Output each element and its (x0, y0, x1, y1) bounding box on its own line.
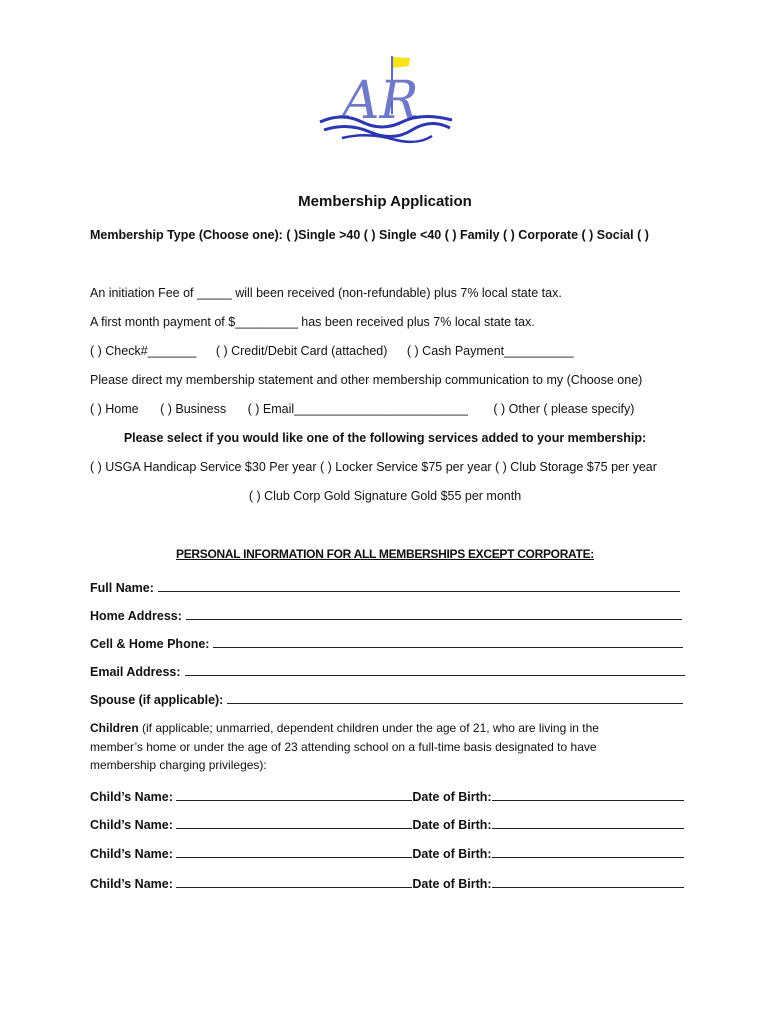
child-row-2[interactable] (90, 816, 684, 832)
dob-input[interactable] (492, 845, 684, 858)
full-name-field[interactable] (90, 579, 680, 595)
services-heading: Please select if you would like one of the following services added to your membership: (123, 431, 647, 445)
home-address-field[interactable] (90, 607, 682, 623)
dob-label: Date of Birth: (412, 847, 492, 861)
child-name-label: Child’s Name: (90, 818, 173, 832)
services-line-2[interactable]: ( ) Club Corp Gold Signature Gold $55 per month (248, 489, 522, 503)
other-option[interactable]: ( ) Other ( please specify) (493, 402, 635, 416)
spouse-field[interactable] (90, 691, 683, 707)
page-title: Membership Application (298, 193, 472, 210)
child-name-input[interactable] (176, 816, 412, 829)
business-option[interactable]: ( ) Business (160, 402, 227, 416)
child-row-3[interactable] (90, 845, 684, 861)
child-name-input[interactable] (176, 875, 412, 888)
child-row-1[interactable] (90, 788, 684, 804)
child-name-label: Child’s Name: (90, 877, 173, 891)
club-logo (312, 52, 462, 144)
full-name-label: Full Name: (90, 581, 154, 595)
logo-letters: AR (342, 71, 419, 131)
dob-input[interactable] (492, 788, 684, 801)
membership-type-line: Membership Type (Choose one): ( )Single >40 ( ) Single <40 ( ) Family ( ) Corporate ( ) Social ( ) (90, 228, 649, 242)
personal-info-heading: PERSONAL INFORMATION FOR ALL MEMBERSHIPS EXCEPT CORPORATE: (176, 547, 594, 561)
spouse-label: Spouse (if applicable): (90, 693, 224, 707)
direct-statement-line: Please direct my membership statement and other membership communication to my (Choose one) (90, 373, 643, 387)
dob-input[interactable] (492, 816, 684, 829)
children-description (90, 719, 650, 775)
contact-options (90, 402, 634, 416)
dob-label: Date of Birth: (412, 790, 492, 804)
dob-label: Date of Birth: (412, 877, 492, 891)
check-option[interactable]: ( ) Check#_______ (90, 344, 197, 358)
services-line-1[interactable]: ( ) USGA Handicap Service $30 Per year ( ) Locker Service $75 per year ( ) Club Storage $75 per year (90, 460, 657, 474)
dob-input[interactable] (492, 875, 684, 888)
child-name-input[interactable] (176, 845, 412, 858)
home-address-input[interactable] (186, 607, 682, 620)
cash-option[interactable]: ( ) Cash Payment__________ (406, 344, 574, 358)
full-name-input[interactable] (158, 579, 680, 592)
child-row-4[interactable] (90, 875, 684, 891)
home-address-label: Home Address: (90, 609, 182, 623)
phone-label: Cell & Home Phone: (90, 637, 210, 651)
email-address-input[interactable] (185, 663, 685, 676)
card-option[interactable]: ( ) Credit/Debit Card (attached) (215, 344, 388, 358)
child-name-label: Child’s Name: (90, 790, 173, 804)
children-label: Children (90, 721, 139, 735)
dob-label: Date of Birth: (412, 818, 492, 832)
email-address-field[interactable] (90, 663, 685, 679)
first-month-line: A first month payment of $_________ has been received plus 7% local state tax. (90, 315, 535, 329)
phone-field[interactable] (90, 635, 683, 651)
children-text: (if applicable; unmarried, dependent children under the age of 21, who are living in the member’s home or under the age of 23 attending school on a full-time basis designated to have membership charging privileges): (90, 721, 599, 772)
flag-icon (393, 57, 410, 68)
initiation-fee-line: An initiation Fee of _____ will been received (non-refundable) plus 7% local state tax. (90, 286, 562, 300)
child-name-input[interactable] (176, 788, 412, 801)
spouse-input[interactable] (227, 691, 683, 704)
payment-options (90, 344, 574, 358)
home-option[interactable]: ( ) Home (90, 402, 139, 416)
phone-input[interactable] (213, 635, 683, 648)
email-address-label: Email Address: (90, 665, 181, 679)
email-option[interactable]: ( ) Email_________________________ (247, 402, 468, 416)
child-name-label: Child’s Name: (90, 847, 173, 861)
